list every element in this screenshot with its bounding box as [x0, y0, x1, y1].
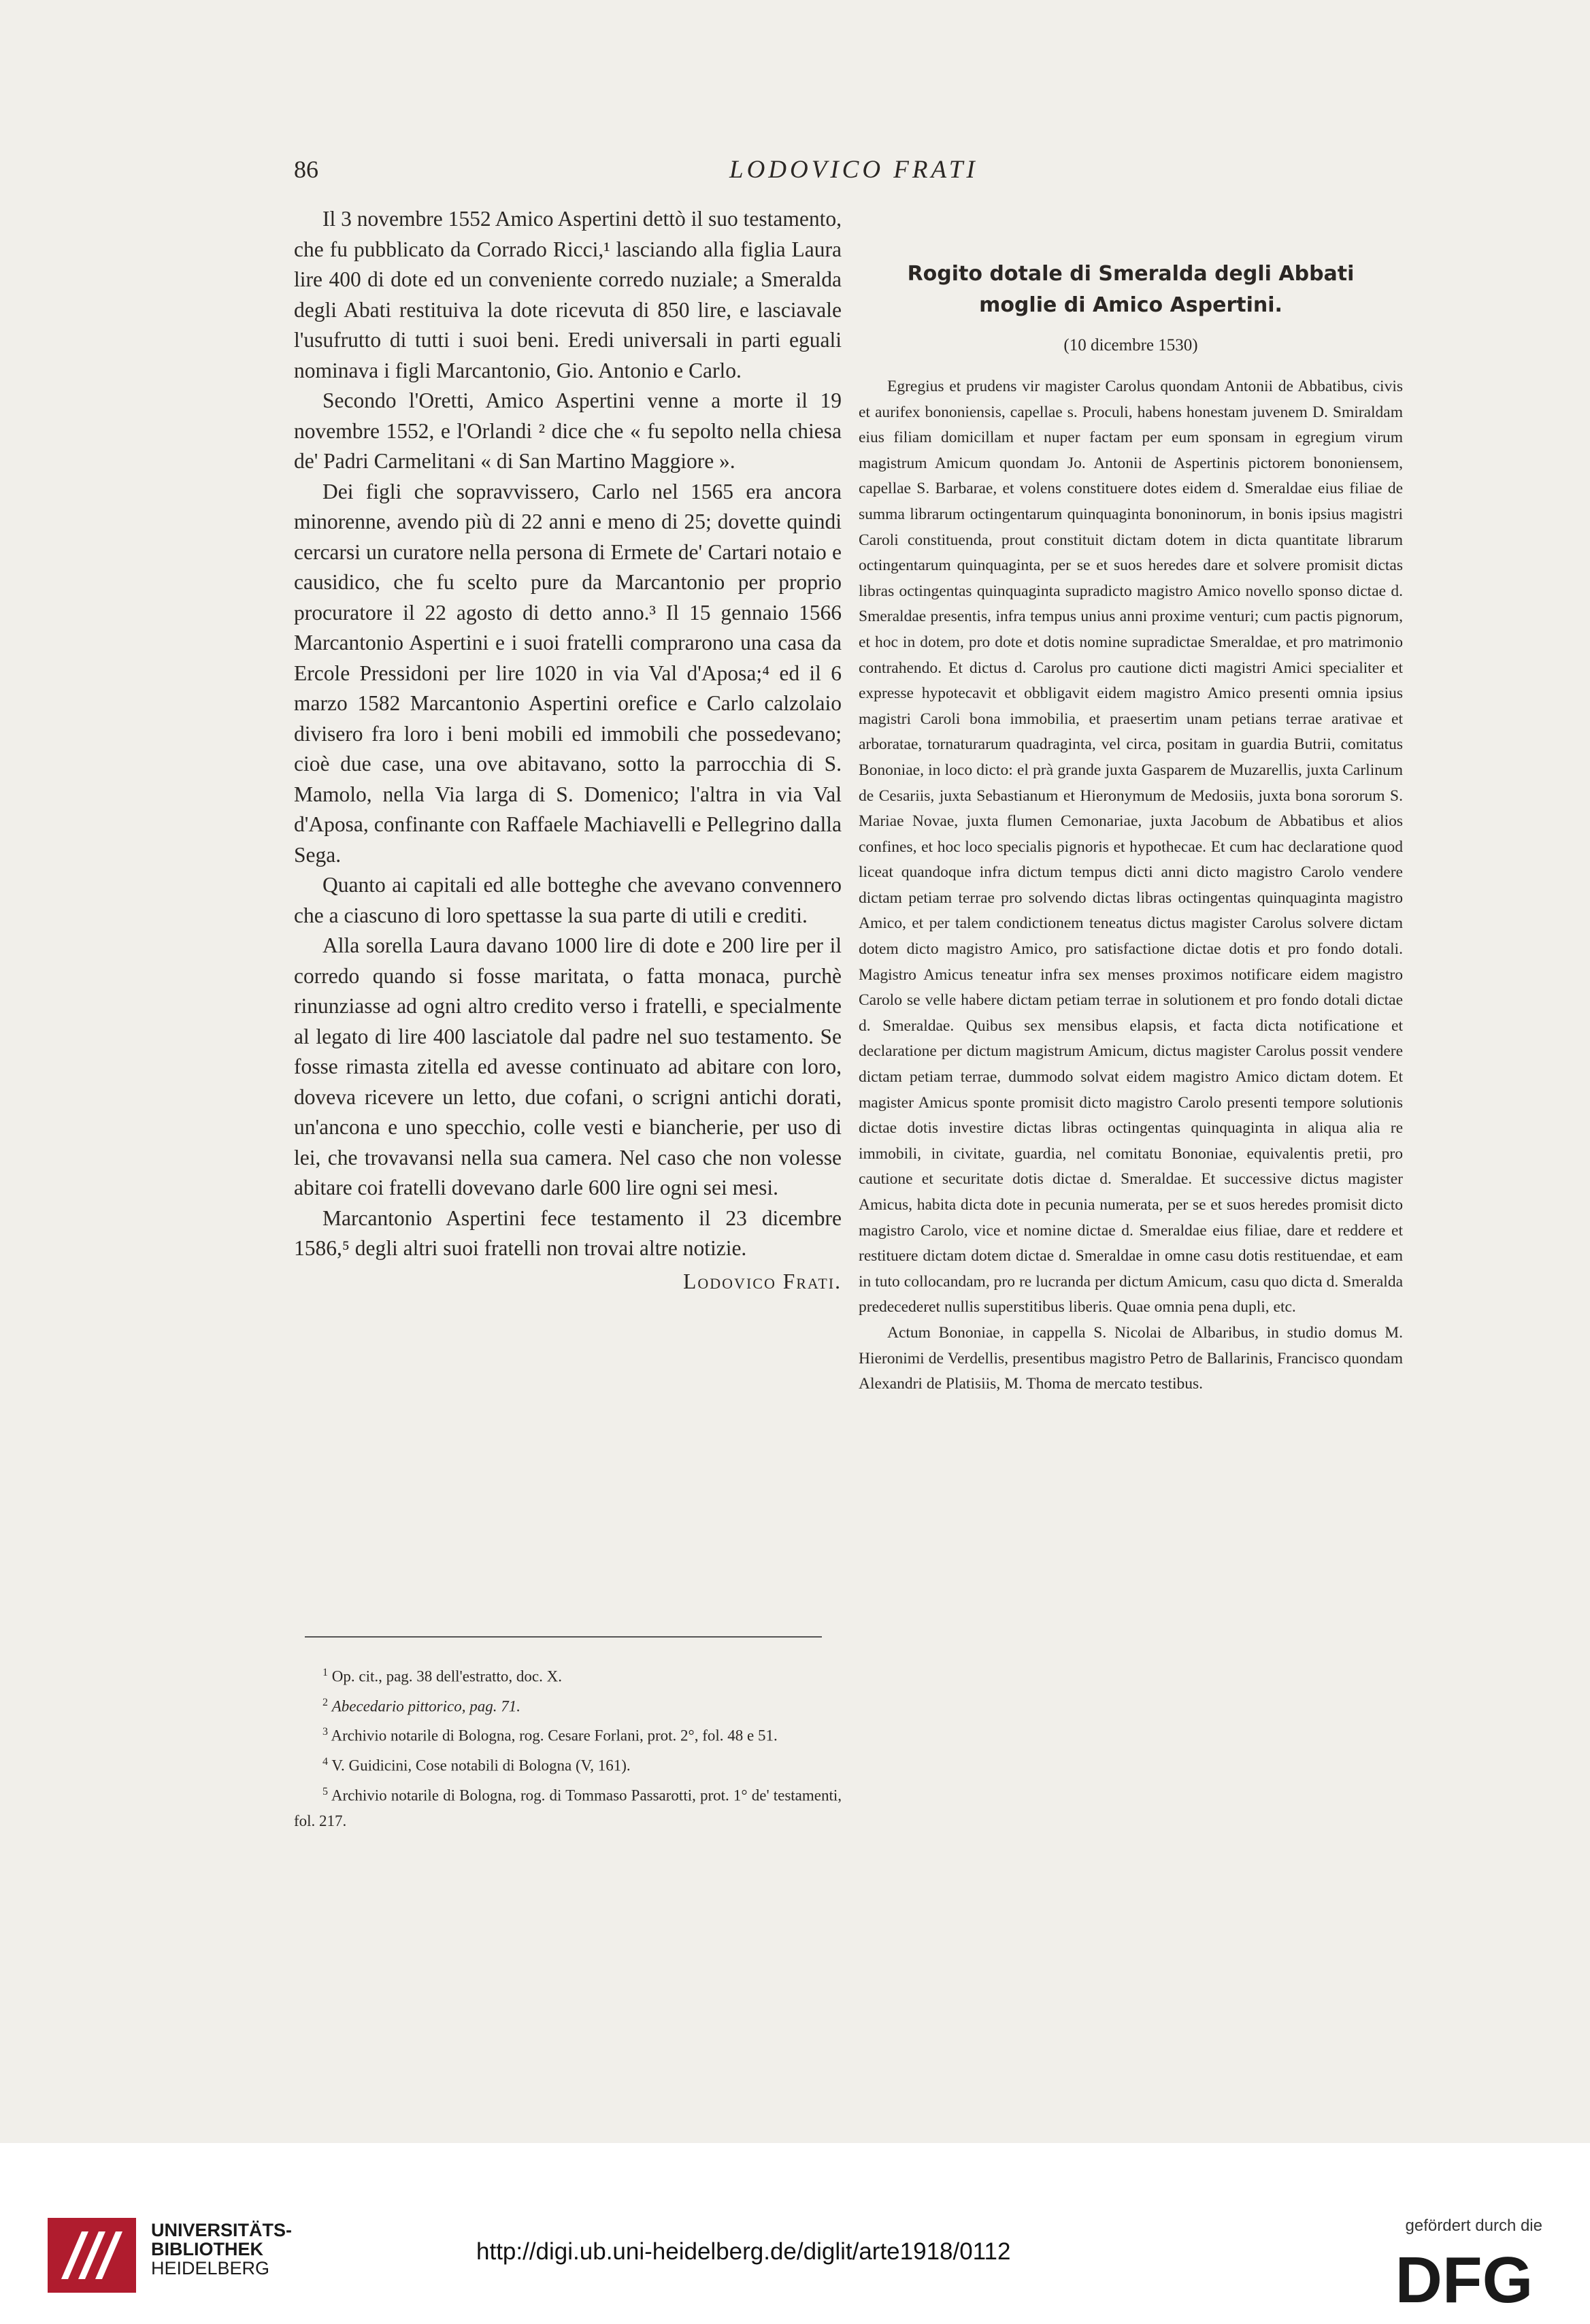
- footnote: [294, 1690, 842, 1720]
- paragraph: Secondo l'Oretti, Amico Aspertini venne a morte il 19 novembre 1552, e l'Orlandi ² dice che « fu sepolto nella chiesa de' Padri Carmelitani « di San Martino Maggiore ».: [294, 388, 842, 473]
- footnote-text: Abecedario pittorico, pag. 71.: [331, 1697, 520, 1715]
- appendix-title: [859, 259, 1403, 321]
- footnote-text: Archivio notarile di Bologna, rog. di Tommaso Passarotti, prot. 1° de' testamenti, fol. 217.: [294, 1787, 842, 1830]
- library-name: [151, 2221, 292, 2278]
- footnote-mark: 2: [322, 1696, 328, 1708]
- footnotes: [294, 1660, 842, 1834]
- sponsor-text: gefördert durch die: [1405, 2217, 1542, 2235]
- appendix-date: (10 dicembre 1530): [1063, 336, 1198, 354]
- dfg-logo-text: DFG: [1395, 2246, 1534, 2308]
- permalink-url[interactable]: http://digi.ub.uni-heidelberg.de/diglit/arte1918/0112: [476, 2238, 1011, 2265]
- footnote: [294, 1719, 842, 1749]
- footnote: [294, 1749, 842, 1779]
- university-library-logo-icon: [48, 2218, 136, 2293]
- paragraph: Il 3 novembre 1552 Amico Aspertini dettò il suo testamento, che fu pubblicato da Corrado Ricci,¹ lasciando alla figlia Laura lire 400 di dote ed un conveniente corredo nuziale; a Smeralda degli Abati restituiva la dote ricevuta di 850 lire, e lasciavale l'usufrutto di tutti i suoi beni. Eredi universali in parti eguali nominava i figli Marcantonio, Gio. Antonio e Carlo.: [294, 207, 842, 382]
- page-number: 86: [294, 156, 318, 183]
- viewer-footer: [0, 2143, 1590, 2324]
- footnote-mark: 3: [322, 1726, 328, 1738]
- paragraph: Marcantonio Aspertini fece testamento il 23 dicembre 1586,⁵ degli altri suoi fratelli non trovai altre notizie.: [294, 1206, 842, 1260]
- dfg-logo-icon: [1386, 2246, 1542, 2308]
- footnote: [294, 1660, 842, 1690]
- footnote-mark: 1: [322, 1667, 328, 1678]
- page-header: [294, 155, 1287, 196]
- footnote: [294, 1779, 842, 1835]
- footnote-mark: 4: [322, 1755, 328, 1767]
- paragraph: Alla sorella Laura davano 1000 lire di dote e 200 lire per il corredo quando si fosse maritata, o fatta monaca, purchè rinunziasse ad ogni altro credito verso i fratelli, e specialmente al legato di lire 400 lasciatole dal padre nel suo testamento. Se fosse rimasta zitella ed avesse continuato ad abitare con loro, doveva ricevere un letto, due cofani, o scrigni antichi dorati, un'ancona e uno specchio, colle vesti e biancherie, per uso di lei, che trovavansi nella sua camera. Nel caso che non volesse abitare coi fratelli dovevano darle 600 lire ogni sei mesi.: [294, 933, 842, 1199]
- footnote-text: V. Guidicini, Cose notabili di Bologna (V, 161).: [331, 1757, 631, 1774]
- library-name-line: HEIDELBERG: [151, 2258, 270, 2278]
- latin-text: [859, 374, 1403, 1397]
- running-head: LODOVICO FRATI: [729, 156, 978, 184]
- footnote-text: Op. cit., pag. 38 dell'estratto, doc. X.: [331, 1667, 562, 1685]
- appendix-title-line: Rogito dotale di Smeralda degli Abbati: [907, 262, 1355, 286]
- footnote-mark: 5: [322, 1785, 328, 1797]
- paragraph: Egregius et prudens vir magister Carolus quondam Antonii de Abbatibus, civis et aurifex bononiensis, capellae s. Proculi, habens honestam juvenem D. Smiraldam eius filiam domicillam et nuper factam per eum sponsam in egregium virum magistrum Amicum quondam Jo. Antonii de Aspertinis pictorem bononiensem, capellae S. Barbarae, et volens constituere dotes eidem d. Smeraldae eius filiae de summa librarum octingentarum quinquaginta bononinorum, in bonis ipsius magistri Caroli constituenda, prout constituit dictam dotem in dicta quantitate librarum octingentarum quinquaginta, per se et suos heredes dare et solvere promisit dictas libras octingentas quinquaginta supradicto magistro Amico novello sponso dictae d. Smeraldae presentis, infra tempus unius anni proxime venturi; cum pactis pignorum, et hoc in dotem, pro dote et dotis nomine supradictae Smeraldae, et pro matrimonio contrahendo. Et dictus d. Carolus pro cautione dicti magistri Amici specialiter et expresse hypotecavit et obbligavit eidem magistro Amico presenti omnia ipsius magistri Caroli bona immobilia, et praesertim unam petians terrae arativae et arboratae, tornaturarum quadraginta, vel circa, positam in guardia Butrii, comitatus Bononiae, in loco dicto: el prà grande juxta Gasparem de Muzarellis, juxta Carlinum de Cesariis, juxta Sebastianum et Hieronymum de Medosiis, juxta bona sororum S. Mariae Novae, juxta flumen Cemonariae, juxta Jacobum de Abbatibus et alios confines, et hoc loco specialis pignoris et hypothecae. Et cum hac declaratione quod liceat quandoque infra dictum tempus dicti anni dicto magistro Carolo vendere dictam petiam terrae pro solvendo dictas libras octingentas quinquaginta magistro Amico, et per talem condictionem teneatus dictus magister Carolus solvere dictam dotem dicto magistro Amico, pro satisfactione dictae dotis et pro fondo dotali. Magistro Amicus teneatur infra sex menses proximos notificare eidem magistro Carolo se velle habere dictam petiam terrae in solutionem et pro fondo dotali dictae d. Smeraldae. Quibus sex mensibus elapsis, et facta dicta notificatione et declaratione per dictum magistrum Amicum, dictus magister Carolus possit vendere dictam petiam terrae, dummodo solvat eidem magistro Amico dictam dotem. Et magister Amicus sponte promisit dicto magistro Carolo presenti tempore solutionis dictae dotis investire dictas libras octingentas quinquaginta in aliqua alia re immobili, in civitate, guardia, nel comitatu Bononiae, equivalentis pretii, pro cautione et securitate dotis dictae d. Smeraldae. Et successive dictus magister Amicus, habita dicta dote in pecunia numerata, per se et suos heredes promisit dicto magistro Carolo, vice et nomine dictae d. Smeraldae eius filiae, dare et reddere et restituere dictam dotem dictae d. Smeraldae in omne casu dotis restituendae, et eam in tuto collocandam, pro re lucranda per dictum Amicum, casu quo dicta d. Smeralda predecederet nullis superstitibus liberis. Quae omnia pena dupli, etc.: [859, 378, 1403, 1316]
- document-appendix: [859, 259, 1403, 1397]
- footnote-divider: [305, 1636, 822, 1638]
- article-body: [294, 204, 842, 1297]
- library-name-line: UNIVERSITÄTS-: [151, 2220, 293, 2240]
- paragraph: Quanto ai capitali ed alle botteghe che avevano convennero che a ciascuno di loro spettasse la sua parte di utili e crediti.: [294, 873, 842, 927]
- appendix-title-line: moglie di Amico Aspertini.: [979, 293, 1282, 317]
- paragraph: Actum Bononiae, in cappella S. Nicolai de Albaribus, in studio domus M. Hieronimi de Verdellis, presentibus magistro Petro de Ballarinis, Francisco quondam Alexandri de Platisiis, M. Thoma de mercato testibus.: [859, 1323, 1403, 1393]
- paragraph: Dei figli che sopravvissero, Carlo nel 1565 era ancora minorenne, avendo più di 22 anni e meno di 25; dovette quindi cercarsi un curatore nella persona di Ermete de' Cartari notaio e causidico, che fu scelto pure da Marcantonio per proprio procuratore il 22 agosto di detto anno.³ Il 15 gennaio 1566 Marcantonio Aspertini e i suoi fratelli comprarono una casa da Ercole Pressidoni per lire 1020 in via Val d'Aposa;⁴ ed il 6 marzo 1582 Marcantonio Aspertini orefice e Carlo calzolaio divisero fra loro i beni mobili ed immobili che possedevano; cioè due case, una ove abitavano, sotto la parrocchia di S. Mamolo, nella Via larga di S. Domenico; l'altra in via Val d'Aposa, confinante con Raffaele Machiavelli e Pellegrino dalla Sega.: [294, 479, 842, 867]
- author-signature: Lodovico Frati.: [683, 1269, 842, 1293]
- library-name-line: BIBLIOTHEK: [151, 2239, 263, 2259]
- footnote-text: Archivio notarile di Bologna, rog. Cesare Forlani, prot. 2°, fol. 48 e 51.: [331, 1727, 778, 1744]
